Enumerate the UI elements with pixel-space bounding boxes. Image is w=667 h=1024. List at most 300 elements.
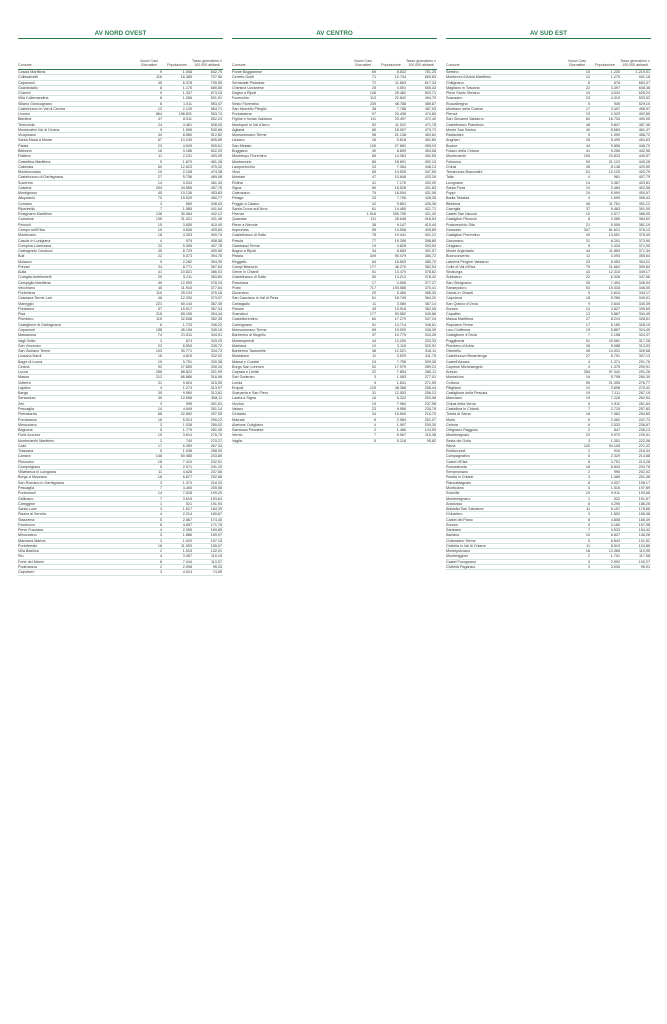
cell-tasso: 493,05 bbox=[210, 154, 222, 159]
cell-popolazione: 3.615 bbox=[182, 496, 192, 501]
cell-popolazione: 4.657 bbox=[182, 522, 192, 527]
cell-comune: Scandicci bbox=[232, 312, 248, 317]
cell-comune: Bucine bbox=[446, 143, 458, 148]
cell-popolazione: 4.636 bbox=[182, 227, 192, 232]
cell-comune: Certaldo bbox=[232, 412, 246, 417]
cell-comune: Ortignano Raggiolo bbox=[446, 428, 478, 433]
cell-tasso: 100,27 bbox=[638, 559, 650, 564]
cell-comune: Casciana Terme Lari bbox=[18, 296, 52, 301]
cell-tasso: 311,70 bbox=[424, 354, 436, 359]
cell-popolazione: 90.479 bbox=[394, 254, 406, 259]
header-nuovi-casi: Nuovi Casi Giornalieri bbox=[568, 59, 586, 67]
cell-popolazione: 7.758 bbox=[396, 359, 406, 364]
cell-comune: Pelago bbox=[232, 196, 244, 201]
cell-popolazione: 11.859 bbox=[608, 249, 620, 254]
cell-tasso: 242,91 bbox=[210, 459, 222, 464]
cell-comune: Cinigiano bbox=[446, 243, 462, 248]
cell-tasso: 330,38 bbox=[210, 359, 222, 364]
cell-nuovi-casi: 4 bbox=[159, 238, 162, 243]
cell-nuovi-casi: 4 bbox=[159, 528, 162, 533]
cell-comune: Chiusi bbox=[446, 164, 457, 169]
cell-popolazione: 30.084 bbox=[180, 212, 192, 217]
cell-tasso: 352,06 bbox=[424, 306, 436, 311]
cell-nuovi-casi: 6 bbox=[587, 422, 590, 427]
cell-tasso: 134,59 bbox=[424, 428, 436, 433]
cell-tasso: 339,69 bbox=[638, 306, 650, 311]
cell-comune: Monte Argentario bbox=[446, 249, 475, 254]
cell-popolazione: 3.397 bbox=[610, 85, 620, 90]
cell-comune: Vaiano bbox=[232, 407, 244, 411]
cell-comune: San Marcello Piteglio bbox=[232, 106, 267, 111]
cell-nuovi-casi: 8 bbox=[159, 85, 162, 90]
cell-tasso: 254,89 bbox=[638, 412, 650, 417]
header-comune: Comune bbox=[18, 63, 32, 67]
cell-tasso: 316,11 bbox=[424, 349, 436, 354]
cell-popolazione: 1.009 bbox=[610, 196, 620, 201]
cell-comune: Bibbona bbox=[18, 148, 32, 153]
cell-comune: Castellina in Chianti bbox=[446, 407, 479, 411]
cell-nuovi-casi: 35 bbox=[585, 164, 590, 169]
cell-tasso: 552,23 bbox=[210, 117, 222, 122]
cell-popolazione: 13.470 bbox=[394, 270, 406, 275]
cell-nuovi-casi: 7 bbox=[159, 485, 162, 490]
cell-tasso: 256,13 bbox=[424, 391, 436, 396]
cell-popolazione: 4.819 bbox=[182, 354, 192, 359]
cell-tasso: 474,65 bbox=[424, 112, 436, 117]
cell-popolazione: 1.068 bbox=[182, 70, 192, 74]
cell-nuovi-casi: 8 bbox=[587, 480, 590, 485]
cell-popolazione: 8.834 bbox=[610, 464, 620, 469]
cell-nuovi-casi: 27 bbox=[157, 175, 162, 180]
cell-nuovi-casi: 18 bbox=[585, 296, 590, 301]
cell-comune: Montaione bbox=[232, 354, 250, 359]
cell-tasso: 474,38 bbox=[210, 170, 222, 175]
cell-nuovi-casi: 5 bbox=[587, 401, 590, 406]
cell-tasso: 391,00 bbox=[638, 206, 650, 211]
cell-nuovi-casi: 21 bbox=[585, 222, 590, 227]
cell-popolazione: 5.618 bbox=[396, 138, 406, 143]
cell-nuovi-casi: 31 bbox=[371, 180, 376, 185]
cell-popolazione: 1.083 bbox=[396, 375, 406, 380]
cell-comune: Barberino Tavarnelle bbox=[232, 349, 266, 354]
cell-tasso: 405,89 bbox=[424, 227, 436, 232]
cell-popolazione: 2.231 bbox=[182, 154, 192, 159]
cell-comune: Agliana bbox=[232, 127, 245, 132]
cell-tasso: 431,46 bbox=[210, 217, 222, 222]
cell-popolazione: 2.715 bbox=[610, 407, 620, 411]
cell-tasso: 447,50 bbox=[424, 170, 436, 175]
cell-comune: Portoferraio bbox=[18, 543, 38, 548]
cell-tasso: 385,70 bbox=[424, 259, 436, 264]
cell-tasso: 357,14 bbox=[424, 301, 436, 306]
cell-comune: Coreglia Antelminelli bbox=[18, 275, 52, 280]
cell-popolazione: 16.385 bbox=[180, 75, 192, 80]
cell-comune: Magliano in Toscana bbox=[446, 85, 480, 90]
cell-tasso: 262,94 bbox=[638, 396, 650, 401]
cell-nuovi-casi: 45 bbox=[585, 349, 590, 354]
cell-comune: Castellina Marittima bbox=[18, 159, 51, 164]
cell-tasso: 201,07 bbox=[424, 417, 436, 422]
cell-popolazione: 1.090 bbox=[610, 133, 620, 138]
cell-popolazione: 7.410 bbox=[182, 459, 192, 464]
cell-nuovi-casi: 50 bbox=[371, 275, 376, 280]
cell-comune: Cetona bbox=[446, 422, 458, 427]
cell-popolazione: 3.405 bbox=[182, 485, 192, 490]
cell-comune: Montecatini Val di Cecina bbox=[18, 127, 60, 132]
cell-nuovi-casi: 37 bbox=[371, 333, 376, 338]
cell-comune: Terricciola bbox=[18, 122, 35, 127]
cell-tasso: 276,70 bbox=[210, 433, 222, 438]
cell-tasso: 291,76 bbox=[638, 359, 650, 364]
cell-comune: Montescudaio bbox=[18, 170, 41, 175]
cell-comune: Serravalle Pistoiese bbox=[232, 80, 265, 85]
cell-nuovi-casi: 59 bbox=[585, 380, 590, 385]
cell-tasso: 385,72 bbox=[424, 254, 436, 259]
cell-popolazione: 88.822 bbox=[180, 370, 192, 375]
document-page bbox=[18, 30, 651, 576]
cell-comune: Gavorrano bbox=[446, 238, 464, 243]
cell-nuovi-casi: 37 bbox=[585, 206, 590, 211]
cell-popolazione: 7.062 bbox=[610, 412, 620, 417]
cell-tasso: 383,80 bbox=[210, 275, 222, 280]
cell-nuovi-casi: 2 bbox=[587, 470, 590, 475]
cell-nuovi-casi: 6 bbox=[159, 322, 162, 327]
cell-tasso: 201,48 bbox=[638, 475, 650, 480]
cell-nuovi-casi: 15 bbox=[157, 222, 162, 227]
cell-popolazione: 26.648 bbox=[394, 217, 406, 222]
cell-popolazione: 521 bbox=[185, 501, 192, 506]
cell-comune: Pisa bbox=[18, 312, 26, 317]
cell-tasso: 193,66 bbox=[638, 491, 650, 496]
cell-nuovi-casi: 26 bbox=[585, 280, 590, 285]
cell-tasso: 429,55 bbox=[638, 164, 650, 169]
cell-tasso: 453,83 bbox=[210, 191, 222, 196]
cell-tasso: 345,16 bbox=[210, 328, 222, 333]
cell-tasso: 367,45 bbox=[210, 301, 222, 306]
cell-nuovi-casi: 67 bbox=[157, 138, 162, 143]
cell-nuovi-casi: 23 bbox=[157, 143, 162, 148]
cell-nuovi-casi: 49 bbox=[157, 280, 162, 285]
cell-comune: Cavriglia bbox=[446, 206, 461, 211]
cell-comune: Arcidosso bbox=[446, 501, 463, 506]
cell-nuovi-casi: 116 bbox=[156, 75, 162, 80]
cell-comune: Montemurlo bbox=[232, 159, 252, 164]
cell-tasso: 564,71 bbox=[210, 106, 222, 111]
cell-comune: Chianciano Terme bbox=[446, 538, 476, 543]
cell-tasso: 512,82 bbox=[210, 133, 222, 138]
cell-popolazione: 3.614 bbox=[182, 433, 192, 438]
cell-tasso: 707,96 bbox=[210, 75, 222, 80]
cell-nuovi-casi: 864 bbox=[155, 112, 162, 117]
cell-comune: Palaia bbox=[18, 143, 29, 148]
cell-nuovi-casi: 26 bbox=[371, 138, 376, 143]
cell-tasso: 409,74 bbox=[210, 233, 222, 238]
cell-nuovi-casi: 24 bbox=[585, 191, 590, 196]
cell-nuovi-casi: 91 bbox=[585, 338, 590, 343]
cell-tasso: 472,40 bbox=[424, 117, 436, 122]
cell-popolazione: 5.751 bbox=[182, 359, 192, 364]
cell-nuovi-casi: 8 bbox=[587, 459, 590, 464]
cell-popolazione: 5.857 bbox=[610, 328, 620, 333]
cell-popolazione: 1.841 bbox=[396, 380, 406, 385]
cell-popolazione: 6.157 bbox=[610, 507, 620, 512]
cell-nuovi-casi: 9 bbox=[159, 159, 162, 164]
cell-popolazione: 7.984 bbox=[396, 401, 406, 406]
cell-popolazione: 847 bbox=[613, 428, 620, 433]
cell-popolazione: 9.966 bbox=[396, 407, 406, 411]
cell-popolazione: 13.051 bbox=[608, 233, 620, 238]
cell-popolazione: 8.729 bbox=[182, 249, 192, 254]
cell-tasso: 205,58 bbox=[210, 485, 222, 490]
cell-tasso: 301,51 bbox=[210, 401, 222, 406]
cell-comune: Fiattera bbox=[18, 154, 31, 159]
cell-tasso: 431,06 bbox=[424, 191, 436, 196]
cell-comune: Santa Croce sull'Arno bbox=[232, 206, 268, 211]
cell-comune: Viareggio bbox=[18, 301, 34, 306]
cell-popolazione: 6.453 bbox=[610, 259, 620, 264]
cell-comune: Pontedera bbox=[18, 291, 36, 296]
cell-popolazione: 2.420 bbox=[610, 243, 620, 248]
cell-tasso: 347,66 bbox=[638, 275, 650, 280]
cell-comune: Firenze bbox=[232, 212, 245, 217]
cell-comune: Castel del Piano bbox=[446, 517, 473, 522]
cell-popolazione: 15.529 bbox=[180, 196, 192, 201]
cell-tasso: 350,84 bbox=[638, 264, 650, 269]
cell-popolazione: 1.886 bbox=[182, 533, 192, 538]
cell-comune: Montemignano bbox=[446, 496, 471, 501]
cell-popolazione: 7.028 bbox=[182, 491, 192, 496]
cell-comune: Seravezza bbox=[18, 396, 36, 401]
cell-tasso: 199,20 bbox=[210, 491, 222, 496]
cell-tasso: 455,19 bbox=[424, 143, 436, 148]
cell-nuovi-casi: 8 bbox=[587, 517, 590, 522]
cell-popolazione: 5.218 bbox=[396, 438, 406, 443]
cell-comune: Castelfranco di Sotto bbox=[232, 233, 267, 238]
cell-tasso: 261,64 bbox=[638, 401, 650, 406]
cell-tasso: 502,20 bbox=[210, 148, 222, 153]
cell-comune: Figline e Incisa Valdarno bbox=[232, 117, 273, 122]
cell-nuovi-casi: 33 bbox=[371, 164, 376, 169]
cell-popolazione: 2.867 bbox=[182, 517, 192, 522]
cell-popolazione: 1.038 bbox=[182, 422, 192, 427]
cell-popolazione: 1.733 bbox=[182, 322, 192, 327]
cell-comune: Massa e Cozzile bbox=[232, 359, 260, 364]
cell-nuovi-casi: 61 bbox=[371, 296, 376, 301]
cell-tasso: 335,72 bbox=[210, 343, 222, 348]
cell-popolazione: 12.315 bbox=[608, 270, 620, 275]
cell-tasso: 328,19 bbox=[638, 322, 650, 327]
cell-nuovi-casi: 16 bbox=[157, 148, 162, 153]
cell-nuovi-casi: 16 bbox=[585, 549, 590, 554]
cell-nuovi-casi: 316 bbox=[155, 312, 162, 317]
cell-tasso: 781,25 bbox=[424, 70, 436, 74]
cell-comune: Aulla bbox=[18, 270, 27, 275]
cell-tasso: 378,42 bbox=[424, 275, 436, 280]
cell-tasso: 313,81 bbox=[210, 391, 222, 396]
cell-popolazione: 1.585 bbox=[182, 206, 192, 211]
cell-tasso: 409,84 bbox=[210, 227, 222, 232]
cell-popolazione: 945 bbox=[613, 101, 620, 106]
cell-nuovi-casi: 69 bbox=[371, 70, 376, 74]
cell-nuovi-casi: 13 bbox=[585, 306, 590, 311]
cell-popolazione: 1.374 bbox=[182, 480, 192, 485]
cell-nuovi-casi: 47 bbox=[157, 117, 162, 122]
cell-comune: Zeri bbox=[18, 401, 25, 406]
cell-comune: San Godenzo bbox=[232, 375, 255, 380]
cell-popolazione: 3.034 bbox=[610, 91, 620, 96]
cell-nuovi-casi: 57 bbox=[157, 306, 162, 311]
cell-tasso: 505,61 bbox=[210, 143, 222, 148]
cell-tasso: 403,81 bbox=[638, 180, 650, 185]
cell-popolazione: 19.441 bbox=[394, 233, 406, 238]
cell-popolazione: 2.992 bbox=[610, 559, 620, 564]
cell-comune: San Giuliano Terme bbox=[18, 349, 51, 354]
cell-nuovi-casi: 5 bbox=[159, 464, 162, 469]
cell-comune: Barga bbox=[18, 391, 28, 396]
header-popolazione: Popolazione bbox=[167, 63, 187, 67]
cell-tasso: 243,80 bbox=[210, 454, 222, 459]
cell-comune: Villa Collemandina bbox=[18, 96, 49, 101]
cell-tasso: 382,54 bbox=[424, 264, 436, 269]
cell-nuovi-casi: 120 bbox=[583, 443, 590, 448]
cell-nuovi-casi: 9 bbox=[159, 127, 162, 132]
column-header-row bbox=[232, 41, 437, 70]
cell-nuovi-casi: 221 bbox=[155, 301, 162, 306]
cell-comune: Castelnuovo in Val di Cecina bbox=[18, 106, 65, 111]
cell-nuovi-casi: 61 bbox=[371, 206, 376, 211]
cell-nuovi-casi: 4 bbox=[373, 422, 376, 427]
cell-tasso: 218,34 bbox=[210, 480, 222, 485]
cell-comune: Castelnuovo Berardenga bbox=[446, 354, 487, 359]
cell-nuovi-casi: 10 bbox=[585, 185, 590, 190]
cell-tasso: 432,12 bbox=[210, 212, 222, 217]
cell-popolazione: 4.808 bbox=[610, 517, 620, 522]
cell-popolazione: 16.733 bbox=[608, 117, 620, 122]
cell-comune: Fiesole bbox=[232, 306, 244, 311]
cell-tasso: 378,62 bbox=[424, 270, 436, 275]
cell-tasso: 267,19 bbox=[638, 391, 650, 396]
cell-nuovi-casi: 10 bbox=[585, 112, 590, 117]
cell-comune: Uzzano bbox=[232, 138, 245, 143]
cell-nuovi-casi: 22 bbox=[157, 254, 162, 259]
cell-comune: Montevarchi bbox=[446, 154, 467, 159]
cell-comune: Bagnone bbox=[18, 428, 33, 433]
cell-nuovi-casi: 10 bbox=[585, 212, 590, 217]
cell-popolazione: 12.330 bbox=[180, 296, 192, 301]
cell-tasso: 200,30 bbox=[424, 422, 436, 427]
cell-tasso: 492,85 bbox=[638, 112, 650, 117]
cell-nuovi-casi: 7 bbox=[587, 333, 590, 338]
cell-popolazione: 2.029 bbox=[610, 112, 620, 117]
cell-comune: Buti bbox=[18, 254, 25, 259]
cell-popolazione: 9.256 bbox=[610, 148, 620, 153]
cell-comune: Civitella in Val di Chiana bbox=[446, 543, 486, 548]
cell-tasso: 166,48 bbox=[638, 512, 650, 517]
cell-popolazione: 6.322 bbox=[396, 396, 406, 401]
data-rows bbox=[446, 70, 651, 570]
cell-nuovi-casi: 16 bbox=[157, 354, 162, 359]
cell-tasso: 842,70 bbox=[210, 70, 222, 74]
cell-comune: Capalbio bbox=[446, 312, 461, 317]
cell-nuovi-casi: 3 bbox=[587, 559, 590, 564]
cell-popolazione: 5.756 bbox=[182, 175, 192, 180]
cell-nuovi-casi: 717 bbox=[369, 285, 376, 290]
cell-comune: Sorano bbox=[446, 522, 458, 527]
cell-tasso: 324,37 bbox=[638, 333, 650, 338]
cell-comune: Minucciano bbox=[18, 533, 37, 538]
cell-nuovi-casi: 93 bbox=[585, 159, 590, 164]
cell-nuovi-casi: 5 bbox=[159, 449, 162, 454]
cell-popolazione: 878 bbox=[613, 80, 620, 85]
cell-nuovi-casi: 5 bbox=[373, 380, 376, 385]
cell-tasso: 198,17 bbox=[638, 480, 650, 485]
cell-comune: Subbiano bbox=[446, 275, 462, 280]
cell-nuovi-casi: 7 bbox=[373, 433, 376, 438]
cell-nuovi-casi: 177 bbox=[369, 264, 376, 269]
cell-comune: Livorno bbox=[18, 112, 31, 117]
cell-nuovi-casi: 51 bbox=[585, 170, 590, 175]
cell-nuovi-casi: 38 bbox=[371, 349, 376, 354]
cell-comune: Guardistallo bbox=[18, 85, 38, 90]
cell-popolazione: 2.329 bbox=[610, 454, 620, 459]
cell-nuovi-casi: 5 bbox=[587, 522, 590, 527]
cell-comune: Minucciano bbox=[18, 422, 37, 427]
cell-tasso: 230,78 bbox=[424, 407, 436, 411]
cell-popolazione: 2.644 bbox=[610, 301, 620, 306]
cell-comune: Castagneto Carducci bbox=[18, 249, 53, 254]
cell-nuovi-casi: 38 bbox=[371, 106, 376, 111]
cell-nuovi-casi: 53 bbox=[585, 285, 590, 290]
cell-nuovi-casi: 79 bbox=[371, 191, 376, 196]
cell-comune: Asciano bbox=[446, 533, 460, 538]
cell-comune: San Casciano in Val di Pesa bbox=[232, 296, 279, 301]
cell-comune: Gallicano bbox=[18, 496, 34, 501]
cell-nuovi-casi: 128 bbox=[369, 91, 376, 96]
cell-nuovi-casi: 35 bbox=[157, 249, 162, 254]
cell-popolazione: 6.843 bbox=[610, 538, 620, 543]
cell-popolazione: 1.515 bbox=[182, 549, 192, 554]
cell-comune: Montevarchi Marittimo bbox=[18, 438, 55, 443]
cell-popolazione: 4.533 bbox=[610, 528, 620, 533]
cell-tasso: 346,61 bbox=[424, 322, 436, 327]
cell-popolazione: 995 bbox=[185, 401, 192, 406]
cell-tasso: 334,73 bbox=[210, 349, 222, 354]
cell-popolazione: 17.979 bbox=[394, 364, 406, 369]
cell-popolazione: 3.034 bbox=[182, 180, 192, 185]
cell-tasso: 346,00 bbox=[638, 285, 650, 290]
cell-comune: Montespertoli bbox=[232, 338, 255, 343]
cell-nuovi-casi: 7 bbox=[159, 496, 162, 501]
cell-popolazione: 2.214 bbox=[182, 512, 192, 517]
cell-popolazione: 18.526 bbox=[394, 185, 406, 190]
cell-nuovi-casi: 1 bbox=[159, 501, 162, 506]
cell-nuovi-casi: 6 bbox=[587, 80, 590, 85]
cell-popolazione: 660 bbox=[185, 201, 192, 206]
cell-tasso: 124,86 bbox=[638, 543, 650, 548]
cell-nuovi-casi: 2 bbox=[587, 554, 590, 559]
cell-nuovi-casi: 52 bbox=[371, 122, 376, 127]
cell-tasso: 313,97 bbox=[210, 385, 222, 390]
cell-nuovi-casi: 2 bbox=[587, 449, 590, 454]
cell-popolazione: 13.200 bbox=[394, 338, 406, 343]
cell-tasso: 673,15 bbox=[210, 91, 222, 96]
header-tasso: Tasso giornaliero x 100.000 abitanti bbox=[406, 59, 436, 67]
cell-popolazione: 20.436 bbox=[394, 112, 406, 117]
region-title: AV CENTRO bbox=[232, 30, 437, 39]
cell-comune: Vinci bbox=[232, 170, 240, 175]
cell-tasso: 400,96 bbox=[210, 249, 222, 254]
cell-tasso: 202,02 bbox=[638, 470, 650, 475]
